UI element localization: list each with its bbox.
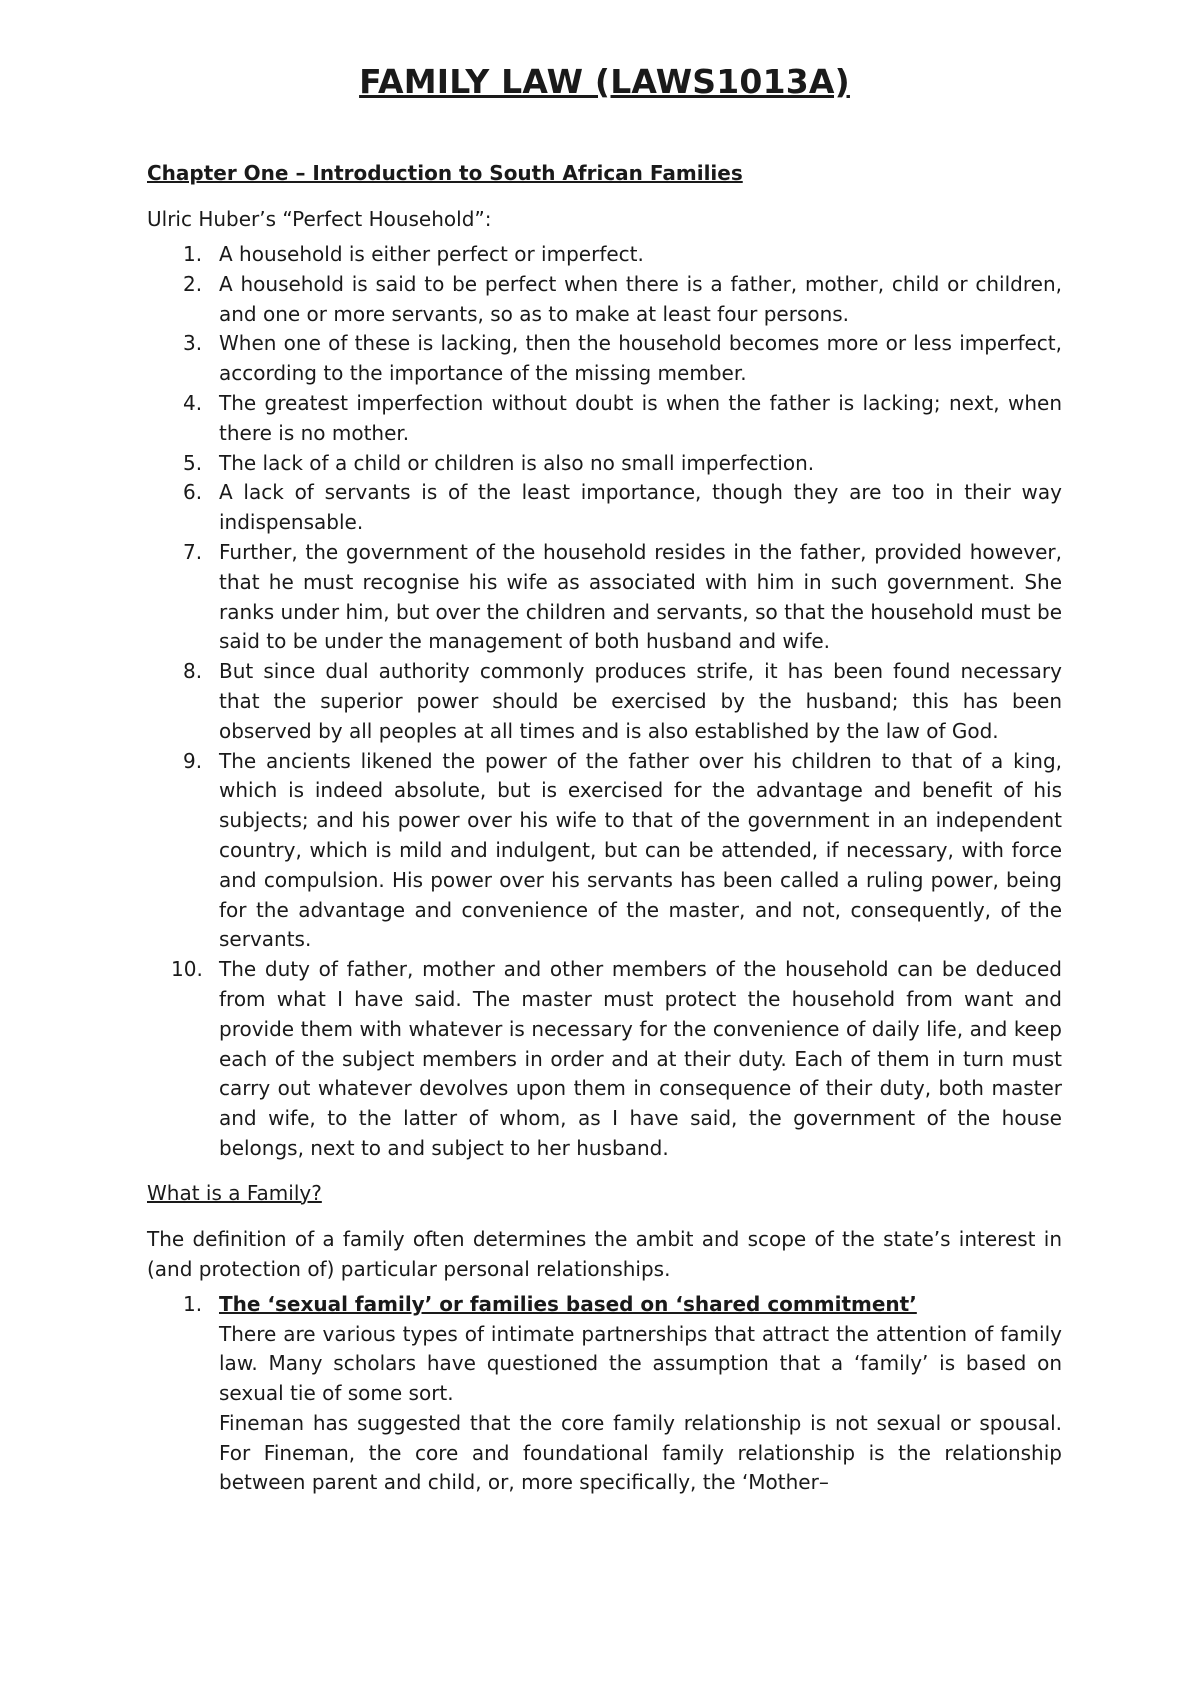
list-item: [147, 538, 1062, 657]
list-item-text: A household is either perfect or imperfect.: [219, 242, 644, 266]
family-type-paragraph: There are various types of intimate partnerships that attract the attention of family law. Many scholars have questioned the assumption that a ‘family’ is based on sexual tie of some sort.: [219, 1321, 1062, 1406]
list-item: [147, 449, 1062, 479]
household-points-list: [147, 240, 1062, 1164]
list-item-number: 6.: [183, 480, 203, 505]
family-type-title: The ‘sexual family’ or families based on ‘shared commitment’: [219, 1291, 917, 1316]
list-item-number: 2.: [183, 271, 203, 296]
list-item-text: A lack of servants is of the least importance, though they are too in their way indispensable.: [219, 480, 1062, 535]
list-item-number: 3.: [183, 331, 203, 356]
list-item-number: 4.: [183, 390, 203, 415]
list-item-text: A household is said to be perfect when there is a father, mother, child or children, and one or more servants, so as to make at least four persons.: [219, 271, 1062, 326]
list-item: [147, 240, 1062, 270]
list-item-text: The duty of father, mother and other members of the household can be deduced from what I have said. The master must protect the household from want and provide them with whatever is necessary for the convenience of daily life, and keep each of the subject members in order and at their duty. Each of them in turn must carry out whatever devolves upon them in consequence of their duty, both master and wife, to the latter of whom, as I have said, the government of the house belongs, next to and subject to her husband.: [219, 957, 1062, 1160]
list-item: [147, 270, 1062, 330]
document-title: FAMILY LAW (LAWS1013A): [359, 62, 850, 101]
list-item-text: Further, the government of the household resides in the father, provided however, that he must recognise his wife as associated with him in such government. She ranks under him, but over the children and servants, so that the household must be said to be under the management of both husband and wife.: [219, 539, 1062, 654]
family-type-paragraph: Fineman has suggested that the core family relationship is not sexual or spousal. For Fineman, the core and foundational family relationship is the relationship between parent and child, or, more specifically, the ‘Mother–: [219, 1410, 1062, 1495]
list-item-text: But since dual authority commonly produces strife, it has been found necessary that the superior power should be exercised by the husband; this has been observed by all peoples at all times and is also established by the law of God.: [219, 659, 1062, 743]
list-item-number: 5.: [183, 450, 203, 475]
list-item: [147, 389, 1062, 449]
list-item-number: 10.: [171, 957, 203, 982]
list-item: [147, 329, 1062, 389]
list-item-text: The lack of a child or children is also no small imperfection.: [219, 450, 815, 475]
section-heading: What is a Family?: [147, 1180, 322, 1205]
list-item-number: 8.: [183, 659, 203, 684]
list-item: [147, 478, 1062, 538]
list-item: [147, 1290, 1062, 1499]
list-item-text: The ancients likened the power of the father over his children to that of a king, which is indeed absolute, but is exercised for the advantage and benefit of his subjects; and his power over his wife to that of the government in an independent country, which is mild and indulgent, but can be attended, if necessary, with force and compulsion. His power over his servants has been called a ruling power, being for the advantage and convenience of the master, and not, consequently, of the servants.: [219, 748, 1062, 952]
list-item-number: 1.: [183, 242, 203, 266]
list-item: [147, 955, 1062, 1164]
family-types-list: [147, 1290, 1062, 1499]
list-item-text: When one of these is lacking, then the household becomes more or less imperfect, according to the importance of the missing member.: [219, 331, 1062, 386]
family-intro-paragraph: The definition of a family often determines the ambit and scope of the state’s interest in (and protection of) particular personal relationships.: [147, 1226, 1062, 1281]
list-item-number: 7.: [183, 539, 203, 564]
chapter-heading: Chapter One – Introduction to South African Families: [147, 161, 743, 185]
list-item-number: 9.: [183, 748, 203, 773]
intro-line: Ulric Huber’s “Perfect Household”:: [147, 207, 492, 231]
list-item: [147, 747, 1062, 956]
list-item-text: The greatest imperfection without doubt is when the father is lacking; next, when there is no mother.: [219, 390, 1062, 445]
list-item-number: 1.: [183, 1291, 203, 1316]
list-item: [147, 657, 1062, 746]
